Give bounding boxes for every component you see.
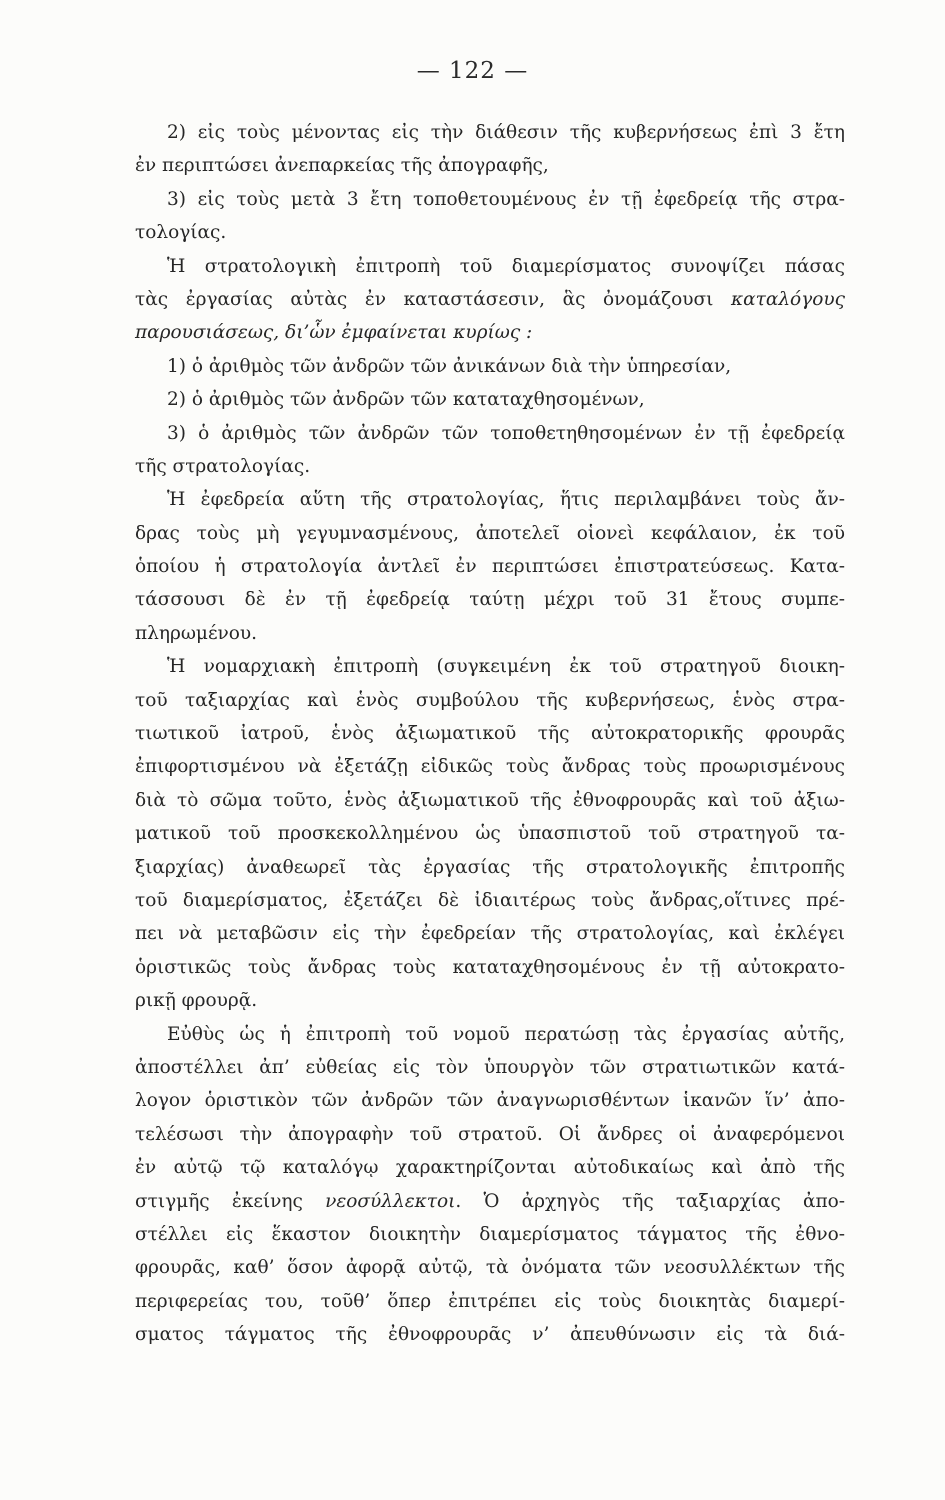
text-line: [135, 1185, 845, 1218]
text-line: ἐπιφορτισμένου νὰ ἐξετάζῃ εἰδικῶς τοὺς ἄνδρας τοὺς προωρισμένους: [135, 756, 845, 778]
text-line: ὁριστικῶς τοὺς ἄνδρας τοὺς καταταχθησομένους ἐν τῇ αὐτοκρατο-: [135, 956, 845, 978]
text-line: λογον ὁριστικὸν τῶν ἀνδρῶν τῶν ἀναγνωρισθέντων ἱκανῶν ἵν’ ἀπο-: [135, 1090, 845, 1112]
paragraph-start: Ἡ νομαρχιακὴ ἐπιτροπὴ (συγκειμένη ἐκ τοῦ στρατηγοῦ διοικη-: [167, 656, 845, 678]
text-segment: . Ὁ ἀρχηγὸς τῆς ταξιαρχίας ἀπο-: [455, 1190, 846, 1212]
list-item: 3) ὁ ἀριθμὸς τῶν ἀνδρῶν τῶν τοποθετηθησομένων ἐν τῇ ἐφεδρείᾳ: [167, 422, 845, 444]
body-text: [135, 116, 845, 1351]
paragraph-start: Εὐθὺς ὡς ἡ ἐπιτροπὴ τοῦ νομοῦ περατώσῃ τὰς ἐργασίας αὐτῆς,: [167, 1023, 845, 1045]
paragraph-start: Ἡ στρατολογικὴ ἐπιτροπὴ τοῦ διαμερίσματος συνοψίζει πάσας: [167, 255, 845, 277]
text-segment: στιγμῆς ἐκείνης: [135, 1190, 326, 1212]
list-item: 2) ὁ ἀριθμὸς τῶν ἀνδρῶν τῶν καταταχθησομένων,: [167, 389, 645, 411]
text-line: πει νὰ μεταβῶσιν εἰς τὴν ἐφεδρείαν τῆς στρατολογίας, καὶ ἐκλέγει: [135, 923, 845, 945]
text-line: τοῦ διαμερίσματος, ἐξετάζει δὲ ἰδιαιτέρως τοὺς ἄνδρας,οἵτινες πρέ-: [135, 889, 845, 911]
text-line: ξιαρχίας) ἀναθεωρεῖ τὰς ἐργασίας τῆς στρατολογικῆς ἐπιτροπῆς: [135, 856, 845, 878]
text-line: στέλλει εἰς ἕκαστον διοικητὴν διαμερίσματος τάγματος τῆς ἐθνο-: [135, 1223, 845, 1245]
list-item: 1) ὁ ἀριθμὸς τῶν ἀνδρῶν τῶν ἀνικάνων διὰ τὴν ὑπηρεσίαν,: [167, 355, 732, 377]
text-line: [135, 283, 845, 316]
text-line: δρας τοὺς μὴ γεγυμνασμένους, ἀποτελεῖ οἱονεὶ κεφάλαιον, ἐκ τοῦ: [135, 522, 845, 544]
text-line: ἐν αὐτῷ τῷ καταλόγῳ χαρακτηρίζονται αὐτοδικαίως καὶ ἀπὸ τῆς: [135, 1157, 845, 1179]
text-line: τελέσωσι τὴν ἀπογραφὴν τοῦ στρατοῦ. Οἱ ἄνδρες οἱ ἀναφερόμενοι: [135, 1123, 845, 1145]
text-line: ὁποίου ἡ στρατολογία ἀντλεῖ ἐν περιπτώσει ἐπιστρατεύσεως. Κατα-: [135, 556, 845, 578]
text-line: πληρωμένου.: [135, 622, 258, 644]
text-line: φρουρᾶς, καθ’ ὅσον ἀφορᾷ αὐτῷ, τὰ ὀνόματα τῶν νεοσυλλέκτων τῆς: [135, 1257, 845, 1279]
text-line: 3) εἰς τοὺς μετὰ 3 ἔτη τοποθετουμένους ἐν τῇ ἐφεδρείᾳ τῆς στρα-: [167, 188, 845, 210]
text-line: ρικῇ φρουρᾷ.: [135, 990, 258, 1012]
text-line: ματικοῦ τοῦ προσκεκολλημένου ὡς ὑπασπιστοῦ τοῦ στρατηγοῦ τα-: [135, 823, 845, 845]
text-line: 2) εἰς τοὺς μένοντας εἰς τὴν διάθεσιν τῆς κυβερνήσεως ἐπὶ 3 ἔτη: [167, 122, 845, 143]
text-line: τῆς στρατολογίας.: [135, 455, 311, 477]
paragraph-start: Ἡ ἐφεδρεία αὕτη τῆς στρατολογίας, ἥτις περιλαμβάνει τοὺς ἄν-: [167, 489, 845, 511]
text-line: [135, 316, 845, 349]
text-line: ἀποστέλλει ἀπ’ εὐθείας εἰς τὸν ὑπουργὸν τῶν στρατιωτικῶν κατά-: [135, 1056, 845, 1078]
text-line: περιφερείας του, τοῦθ’ ὅπερ ἐπιτρέπει εἰς τοὺς διοικητὰς διαμερί-: [135, 1290, 845, 1312]
text-line: διὰ τὸ σῶμα τοῦτο, ἑνὸς ἀξιωματικοῦ τῆς ἐθνοφρουρᾶς καὶ τοῦ ἀξιω-: [135, 789, 845, 811]
text-line: ἐν περιπτώσει ἀνεπαρκείας τῆς ἀπογραφῆς,: [135, 155, 549, 177]
text-line: τοῦ ταξιαρχίας καὶ ἑνὸς συμβούλου τῆς κυβερνήσεως, ἑνὸς στρα-: [135, 689, 845, 711]
page-number: — 122 —: [416, 58, 529, 84]
italic-term: παρουσιάσεως, δι’ὧν ἐμφαίνεται κυρίως :: [135, 322, 533, 344]
text-line: τολογίας.: [135, 222, 227, 244]
italic-term: νεοσύλλεκτοι: [325, 1190, 456, 1212]
text-line: σματος τάγματος τῆς ἐθνοφρουρᾶς ν’ ἀπευθύνωσιν εἰς τὰ διά-: [135, 1324, 845, 1346]
text-line: τιωτικοῦ ἰατροῦ, ἑνὸς ἀξιωματικοῦ τῆς αὐτοκρατορικῆς φρουρᾶς: [135, 723, 845, 745]
text-line: τάσσουσι δὲ ἐν τῇ ἐφεδρείᾳ ταύτῃ μέχρι τοῦ 31 ἔτους συμπε-: [135, 589, 845, 611]
italic-term: καταλόγους: [730, 288, 845, 310]
text-segment: τὰς ἐργασίας αὐτὰς ἐν καταστάσεσιν, ἃς ὀνομάζουσι: [135, 288, 731, 310]
